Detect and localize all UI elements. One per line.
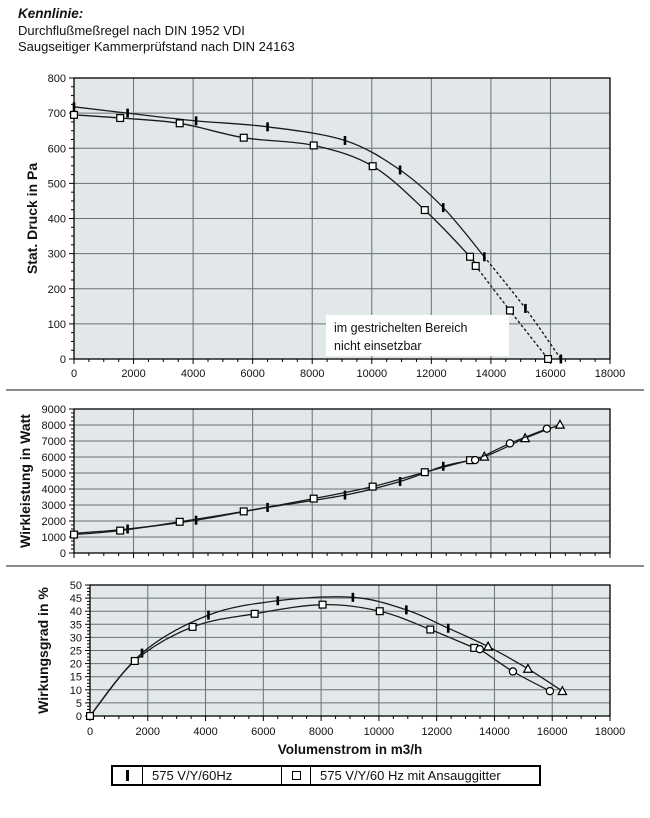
svg-text:200: 200	[47, 283, 66, 296]
svg-text:800: 800	[47, 73, 66, 85]
svg-text:600: 600	[47, 143, 66, 156]
svg-text:4000: 4000	[193, 726, 218, 738]
svg-text:0: 0	[59, 354, 66, 366]
svg-text:6000: 6000	[251, 726, 276, 738]
svg-text:400: 400	[47, 213, 66, 226]
svg-text:Wirkungsgrad in %: Wirkungsgrad in %	[35, 587, 51, 714]
svg-text:25: 25	[69, 645, 82, 658]
svg-text:0: 0	[75, 711, 82, 723]
legend-item-base-marker	[113, 767, 142, 784]
svg-text:4000: 4000	[41, 484, 66, 496]
svg-text:15: 15	[69, 671, 82, 684]
svg-text:4000: 4000	[180, 368, 206, 380]
svg-text:0: 0	[59, 548, 66, 560]
subtitle-line-2: Saugseitiger Kammerprüfstand nach DIN 24163	[18, 39, 295, 54]
legend-item-grille-label: 575 V/Y/60 Hz mit Ansauggitter	[310, 767, 539, 784]
svg-text:8000: 8000	[299, 368, 325, 380]
panel-separator	[6, 389, 644, 391]
svg-text:Stat. Druck in Pa: Stat. Druck in Pa	[24, 162, 40, 275]
square-marker-icon	[292, 771, 301, 780]
svg-text:8000: 8000	[41, 420, 66, 432]
svg-text:20: 20	[69, 658, 82, 671]
svg-text:35: 35	[69, 619, 82, 632]
svg-text:3000: 3000	[41, 500, 66, 512]
svg-text:6000: 6000	[240, 368, 265, 380]
legend	[111, 765, 541, 786]
svg-text:100: 100	[47, 318, 66, 331]
svg-text:Wirkleistung in Watt: Wirkleistung in Watt	[17, 414, 33, 548]
svg-text:12000: 12000	[421, 726, 452, 738]
svg-text:16000: 16000	[535, 368, 566, 380]
svg-text:5000: 5000	[41, 468, 66, 480]
svg-text:10: 10	[69, 684, 82, 697]
svg-text:5: 5	[75, 697, 82, 710]
svg-text:0: 0	[70, 368, 78, 380]
efficiency-chart	[0, 568, 650, 768]
svg-text:2000: 2000	[121, 368, 146, 380]
efficiency-chart-svg	[0, 568, 650, 768]
svg-text:2000: 2000	[135, 726, 161, 738]
svg-text:10000: 10000	[363, 726, 395, 738]
active-power-chart-svg	[0, 394, 650, 566]
svg-text:18000: 18000	[594, 726, 626, 738]
document-title: Kennlinie:	[18, 6, 84, 21]
svg-text:45: 45	[69, 593, 82, 606]
svg-text:1000: 1000	[41, 532, 66, 544]
legend-item-grille-marker	[281, 767, 310, 784]
svg-text:Volumenstrom in m3/h: Volumenstrom in m3/h	[277, 742, 423, 757]
svg-text:2000: 2000	[41, 516, 66, 528]
svg-text:nicht einsetzbar: nicht einsetzbar	[334, 339, 422, 353]
active-power-chart	[0, 394, 650, 566]
svg-text:12000: 12000	[416, 368, 447, 380]
static-pressure-chart-svg	[0, 58, 650, 390]
svg-text:50: 50	[69, 580, 82, 592]
header	[18, 6, 295, 56]
svg-text:300: 300	[47, 248, 66, 261]
subtitle-line-1: Durchflußmeßregel nach DIN 1952 VDI	[18, 22, 245, 38]
svg-text:14000: 14000	[475, 368, 507, 380]
svg-text:30: 30	[69, 632, 82, 645]
static-pressure-chart	[0, 58, 650, 390]
svg-text:700: 700	[47, 108, 66, 121]
svg-text:16000: 16000	[536, 726, 568, 738]
svg-text:10000: 10000	[356, 368, 388, 380]
svg-text:6000: 6000	[41, 452, 66, 464]
svg-text:8000: 8000	[308, 726, 334, 738]
svg-text:im gestrichelten Bereich: im gestrichelten Bereich	[334, 321, 468, 335]
svg-text:40: 40	[69, 606, 82, 619]
panel-separator	[6, 565, 644, 567]
legend-item-base-label: 575 V/Y/60Hz	[142, 767, 281, 784]
svg-text:500: 500	[47, 178, 66, 191]
svg-text:7000: 7000	[41, 436, 66, 448]
svg-text:14000: 14000	[479, 726, 510, 738]
svg-text:0: 0	[86, 726, 94, 738]
tick-marker-icon	[126, 770, 129, 781]
svg-text:9000: 9000	[41, 404, 66, 416]
svg-text:18000: 18000	[594, 368, 626, 380]
